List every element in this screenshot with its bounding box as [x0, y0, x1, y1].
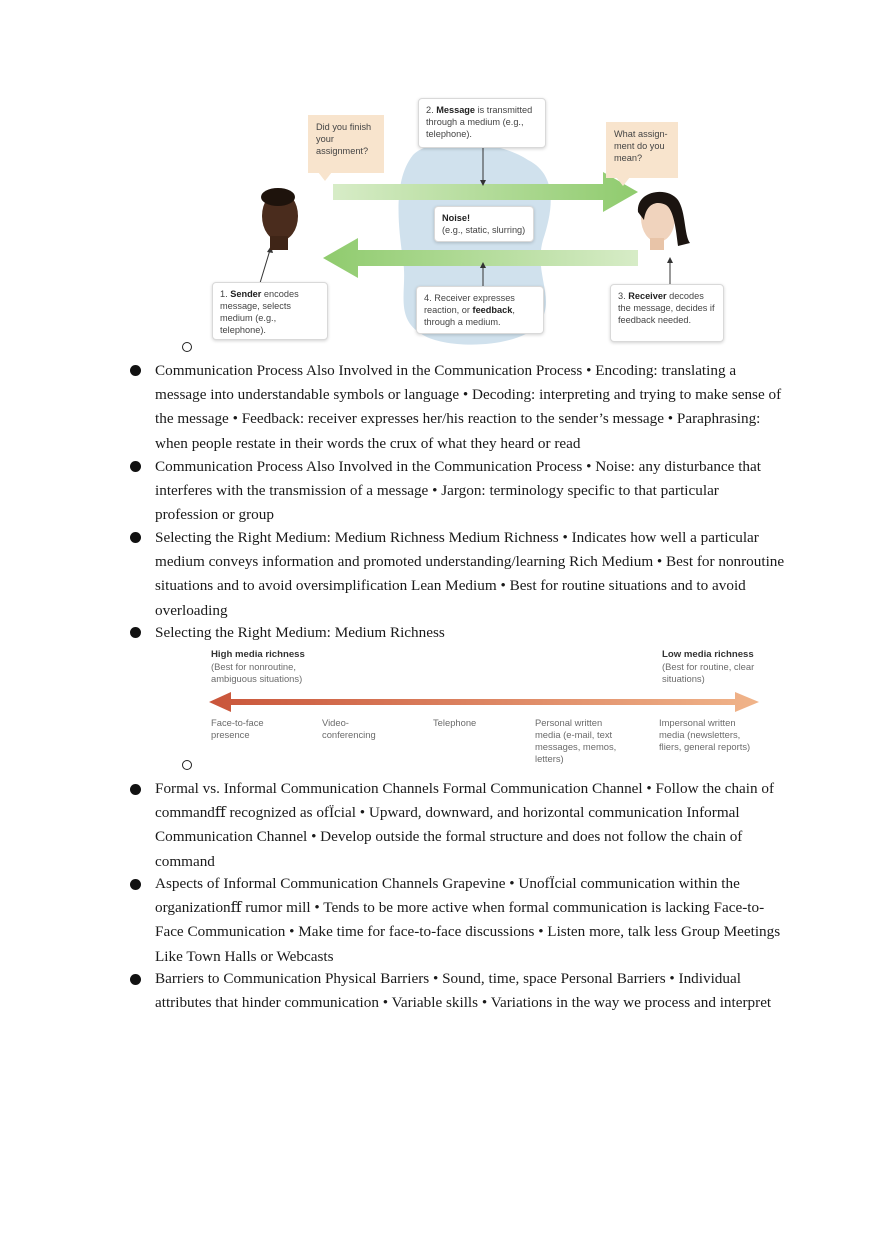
- feedback-box-text-end: , through a medium.: [424, 305, 515, 327]
- sender-box-term: Sender: [230, 289, 262, 299]
- noise-text: (e.g., static, slurring): [442, 225, 526, 235]
- communication-process-figure: [198, 100, 738, 352]
- medium-face-to-face: Face-to-face presence: [211, 717, 264, 740]
- feedback-box-term: feedback: [472, 305, 513, 315]
- bullet-dot: [130, 365, 141, 376]
- receiver-box: [610, 284, 724, 342]
- receiver-box-number: 3.: [618, 291, 629, 301]
- bullet-dot: [130, 974, 141, 985]
- medium-video-conferencing: Video- conferencing: [322, 717, 376, 740]
- message-box-term: Message: [436, 105, 476, 115]
- sender-speech-bubble: [308, 115, 384, 173]
- medium-telephone: Telephone: [433, 717, 477, 728]
- message-box-number: 2.: [426, 105, 437, 115]
- bullet-dot: [130, 879, 141, 890]
- receiver-box-term: Receiver: [628, 291, 667, 301]
- list-item: Selecting the Right Medium: Medium Richness: [155, 624, 445, 641]
- list-item: Communication Process Also Involved in the Communication Process • Encoding: translating a message into understandable symbols or language • Decoding: interpreting and trying to make sense of the message • Feedback: receiver expresses her/his reaction to the sender’s message • Paraphrasing: when people restate in their words the crux of what they heard or read: [155, 362, 782, 452]
- sub-bullet-hollow: [182, 760, 192, 770]
- list-item: Formal vs. Informal Communication Channels Formal Communication Channel • Follow the chain of commandﬀ recognized as ofÏcial • Upward, downward, and horizontal communication Informal Communication Channel • Develop outside the formal structure and does not follow the chain of command: [155, 780, 775, 870]
- receiver-speech-bubble: [606, 122, 678, 178]
- list-item: Barriers to Communication Physical Barriers • Sound, time, space Personal Barriers • Individual attributes that hinder communication • Variable skills • Variations in the way we process and interpret: [155, 970, 772, 1012]
- bullet-dot: [130, 461, 141, 472]
- sub-bullet-hollow: [182, 342, 192, 352]
- richness-double-arrow: [205, 691, 765, 713]
- bullet-dot: [130, 627, 141, 638]
- noise-title: Noise!: [442, 213, 471, 223]
- high-richness-title: High media richness: [211, 649, 305, 660]
- sender-person: [261, 188, 298, 250]
- list-item: Communication Process Also Involved in the Communication Process • Noise: any disturbance that interferes with the transmission of a message • Jargon: terminology specific to that particular profession or group: [155, 458, 761, 524]
- receiver-person: [638, 192, 690, 250]
- sender-box: [212, 282, 328, 340]
- bullet-dot: [130, 532, 141, 543]
- medium-personal-written: Personal written media (e-mail, text messages, memos, letters): [535, 717, 617, 764]
- noise-box: [434, 206, 534, 242]
- sender-box-text: encodes message, selects medium (e.g., telephone).: [220, 289, 299, 335]
- message-box: [418, 98, 546, 148]
- bullet-dot: [130, 784, 141, 795]
- receiver-speech-text: What assign- ment do you mean?: [614, 129, 668, 163]
- sender-speech-text: Did you finish your assignment?: [316, 122, 372, 156]
- media-richness-figure: [205, 645, 765, 770]
- high-richness-subtitle: (Best for nonroutine, ambiguous situations): [211, 661, 303, 684]
- message-box-text: is transmitted through a medium (e.g., telephone).: [426, 105, 533, 139]
- sender-box-number: 1.: [220, 289, 231, 299]
- low-richness-subtitle: (Best for routine, clear situations): [662, 661, 755, 684]
- receiver-box-text: decodes the message, decides if feedback needed.: [618, 291, 715, 325]
- low-richness-title: Low media richness: [662, 649, 754, 660]
- feedback-box-text: 4. Receiver expresses reaction, or: [424, 293, 515, 315]
- medium-impersonal-written: Impersonal written media (newsletters, fliers, general reports): [659, 717, 751, 752]
- list-item: Selecting the Right Medium: Medium Richness Medium Richness • Indicates how well a particular medium conveys information and promoted understanding/learning Rich Medium • Best for nonroutine situations and to avoid oversimplification Lean Medium • Best for routine situations and to avoid overloading: [155, 529, 785, 619]
- list-item: Aspects of Informal Communication Channels Grapevine • UnofÏcial communication within the organizationﬀ rumor mill • Tends to be more active when formal communication is lacking Face-to-Face Communication • Make time for face-to-face discussions • Listen more, talk less Group Meetings Like Town Halls or Webcasts: [155, 875, 781, 965]
- feedback-box: [416, 286, 544, 334]
